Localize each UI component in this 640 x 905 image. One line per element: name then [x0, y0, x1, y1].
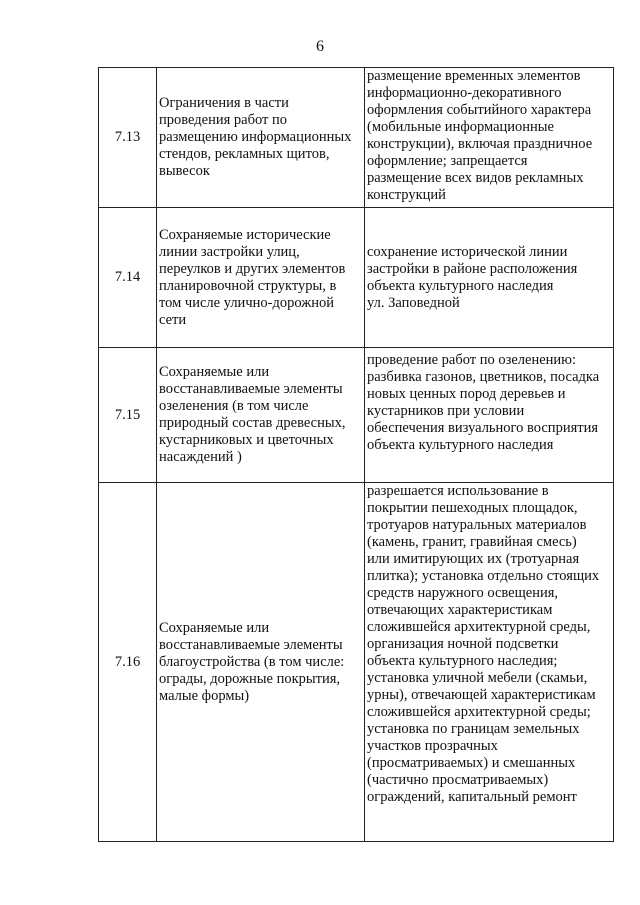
text-line: обеспечения визуального восприятия: [367, 420, 599, 436]
table-row: [99, 483, 614, 842]
text-line: объекта культурного наследия: [367, 437, 554, 453]
text-line: сложившейся архитектурной среды;: [367, 704, 591, 720]
text-line: ул. Заповедной: [367, 294, 460, 311]
row-number: 7.13: [99, 68, 157, 208]
text-line: застройки в районе расположения: [367, 260, 578, 277]
text-line: конструкции), включая праздничное: [367, 136, 593, 152]
text-line: установка по границам земельных: [367, 721, 580, 737]
text-line: Сохраняемые исторические: [159, 226, 331, 243]
text-line: проведение работ по озеленению:: [367, 352, 577, 368]
text-line: объекта культурного наследия;: [367, 653, 558, 669]
text-line: объекта культурного наследия: [367, 277, 554, 294]
text-line: сети: [159, 311, 187, 328]
text-line: малые формы): [159, 687, 250, 704]
text-line: Сохраняемые или: [159, 619, 270, 636]
row-requirements: [365, 68, 614, 208]
page-number: 6: [316, 38, 324, 55]
row-requirements: [365, 348, 614, 483]
text-line: планировочной структуры, в: [159, 277, 337, 294]
row-name: [157, 483, 365, 842]
text-line: разбивка газонов, цветников, посадка: [367, 369, 600, 385]
row-number: 7.15: [99, 348, 157, 483]
text-line: средств наружного освещения,: [367, 585, 559, 601]
table-row: [99, 208, 614, 348]
text-line: ограды, дорожные покрытия,: [159, 670, 341, 687]
text-line: озеленения (в том числе: [159, 398, 309, 414]
text-line: ограждений, капитальный ремонт: [367, 789, 577, 805]
text-line: восстанавливаемые элементы: [159, 636, 343, 653]
text-line: насаждений ): [159, 449, 242, 465]
text-line: (частично просматриваемых): [367, 772, 549, 788]
row-number: 7.14: [99, 208, 157, 348]
table-row: [99, 348, 614, 483]
text-line: установка уличной мебели (скамьи,: [367, 670, 588, 686]
text-line: плитка); установка отдельно стоящих: [367, 568, 600, 584]
text-line: оформление; запрещается: [367, 153, 528, 169]
text-line: покрытии пешеходных площадок,: [367, 500, 578, 516]
text-line: кустарников при условии: [367, 403, 525, 419]
text-line: проведения работ по: [159, 112, 287, 128]
row-name: [157, 348, 365, 483]
text-line: разрешается использование в: [367, 483, 549, 499]
text-line: (мобильные информационные: [367, 119, 554, 135]
row-requirements: [365, 208, 614, 348]
text-line: конструкций: [367, 187, 446, 203]
text-line: или имитирующих их (тротуарная: [367, 551, 580, 567]
text-line: Ограничения в части: [159, 95, 289, 111]
text-line: размещение всех видов рекламных: [367, 170, 584, 186]
text-line: благоустройства (в том числе:: [159, 653, 345, 670]
text-line: вывесок: [159, 163, 210, 179]
text-line: стендов, рекламных щитов,: [159, 146, 330, 162]
text-line: восстанавливаемые элементы: [159, 381, 343, 397]
text-line: кустарниковых и цветочных: [159, 432, 334, 448]
text-line: переулков и других элементов: [159, 260, 346, 277]
text-line: размещению информационных: [159, 129, 352, 145]
text-line: организация ночной подсветки: [367, 636, 559, 652]
regulations-table: [98, 67, 614, 842]
text-line: (камень, гранит, гравийная смесь): [367, 534, 577, 550]
text-line: том числе улично-дорожной: [159, 294, 334, 311]
text-line: участков прозрачных: [367, 738, 498, 754]
text-line: Сохраняемые или: [159, 364, 270, 380]
text-line: тротуаров натуральных материалов: [367, 517, 587, 533]
text-line: природный состав древесных,: [159, 415, 346, 431]
text-line: размещение временных элементов: [367, 68, 581, 84]
text-line: линии застройки улиц,: [159, 243, 300, 260]
row-name: [157, 68, 365, 208]
text-line: отвечающих характеристикам: [367, 602, 553, 618]
text-line: оформления событийного характера: [367, 102, 592, 118]
row-requirements: [365, 483, 614, 842]
text-line: урны), отвечающей характеристикам: [367, 687, 596, 703]
row-number: 7.16: [99, 483, 157, 842]
text-line: информационно-декоративного: [367, 85, 562, 101]
table-row: [99, 68, 614, 208]
text-line: новых ценных пород деревьев и: [367, 386, 566, 402]
text-line: (просматриваемых) и смешанных: [367, 755, 576, 771]
row-name: [157, 208, 365, 348]
text-line: сохранение исторической линии: [367, 243, 568, 260]
text-line: сложившейся архитектурной среды,: [367, 619, 591, 635]
